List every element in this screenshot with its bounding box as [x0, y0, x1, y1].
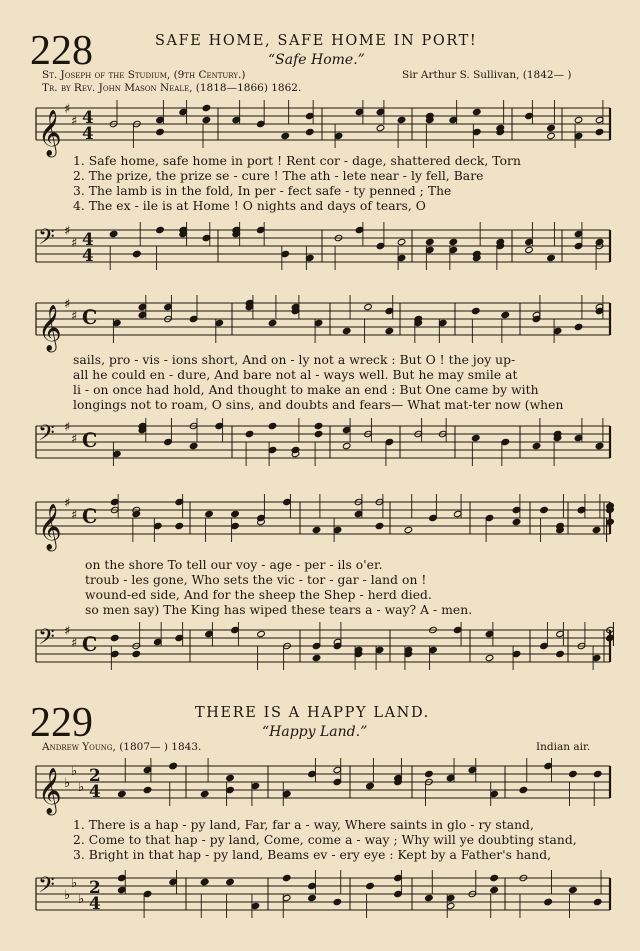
note-head — [397, 116, 406, 123]
lyric-line: longings not to roam, O sins, and doubts and fears— What mat-ter now (when — [73, 398, 564, 412]
time-signature: 2 — [89, 765, 101, 786]
bass-staff — [0, 414, 640, 480]
note-head — [226, 774, 235, 781]
lyric-line: 1. Safe home, safe home in port ! Rent cor - dage, shattered deck, Torn — [73, 154, 521, 168]
note-head — [547, 132, 556, 139]
note-head — [592, 526, 601, 533]
note-head — [202, 104, 211, 111]
note-head — [449, 238, 458, 245]
note-head — [519, 786, 528, 793]
note-head — [110, 634, 119, 641]
note-head — [314, 422, 323, 429]
treble-staff — [0, 490, 640, 558]
flat-icon: ♭ — [64, 776, 71, 791]
composer-credit: Sir Arthur S. Sullivan, (1842— ) — [402, 69, 572, 81]
hymn-title: THERE IS A HAPPY LAND. — [195, 705, 430, 721]
note-head — [268, 319, 277, 326]
note-head — [471, 434, 480, 441]
note-head — [312, 654, 321, 661]
lyric-line: sails, pro - vis - ions short, And on - ly not a wreck : But O ! the joy up- — [73, 353, 516, 367]
note-head — [547, 124, 556, 131]
note-head — [202, 116, 211, 123]
lyric-line: 3. The lamb is in the fold, In per - fect safe - ty penned ; The — [73, 184, 452, 198]
note-head — [333, 898, 342, 905]
note-head — [532, 442, 541, 449]
note-head — [595, 128, 604, 135]
sharp-icon: ♯ — [71, 236, 78, 251]
note-head — [574, 116, 583, 123]
treble-staff — [0, 100, 640, 160]
note-head — [189, 442, 198, 449]
note-head — [569, 770, 578, 777]
note-head — [342, 442, 351, 449]
note-head — [425, 770, 434, 777]
common-time-icon: C — [82, 428, 98, 452]
note-head — [471, 307, 480, 314]
note-head — [425, 238, 434, 245]
note-head — [485, 654, 494, 661]
bass-staff — [0, 866, 640, 932]
lyric-line: so men say) The King has wiped these tears a - way? A - men. — [85, 603, 473, 617]
note-head — [512, 518, 521, 525]
treble-staff — [0, 293, 640, 357]
tune-name: “Safe Home.” — [268, 52, 365, 68]
note-head — [281, 132, 290, 139]
note-head — [525, 246, 534, 253]
flat-icon: ♭ — [71, 876, 78, 891]
sharp-icon: ♯ — [64, 102, 71, 117]
time-signature: 4 — [89, 893, 101, 914]
note-head — [305, 128, 314, 135]
note-head — [205, 510, 214, 517]
sharp-icon: ♯ — [64, 624, 71, 639]
note-head — [143, 786, 152, 793]
note-head — [308, 894, 317, 901]
lyric-line: 3. Bright in that hap - py land, Beams ev - ery eye : Kept by a Father's hand, — [73, 848, 552, 862]
sharp-icon: ♯ — [64, 496, 71, 511]
note-head — [156, 226, 165, 233]
bass-clef-icon: 𝄢 — [38, 873, 55, 903]
note-head — [364, 303, 373, 310]
note-head — [490, 874, 499, 881]
treble-clef-icon: 𝄞 — [38, 110, 62, 156]
bass-staff — [0, 618, 640, 684]
hymn-number: 228 — [30, 28, 93, 74]
note-head — [231, 510, 240, 517]
flat-icon: ♭ — [71, 764, 78, 779]
author-credit: Andrew Young, (1807— ) 1843. — [42, 741, 202, 753]
note-head — [245, 430, 254, 437]
sharp-icon: ♯ — [64, 297, 71, 312]
translator-credit: Tr. by Rev. John Mason Neale, (1818—1866) 1862. — [42, 82, 302, 94]
time-signature: 4 — [82, 245, 94, 266]
sharp-icon: ♯ — [64, 420, 71, 435]
treble-clef-icon: 𝄞 — [38, 305, 62, 351]
note-head — [118, 790, 127, 797]
lyric-line: 2. The prize, the prize se - cure ! The ath - lete near - ly fell, Bare — [73, 169, 484, 183]
note-head — [175, 522, 184, 529]
note-head — [133, 250, 142, 257]
lyric-line: 4. The ex - ile is at Home ! O nights and days of tears, O — [73, 199, 426, 213]
note-head — [375, 522, 384, 529]
common-time-icon: C — [82, 632, 98, 656]
sharp-icon: ♯ — [64, 224, 71, 239]
note-head — [397, 238, 406, 245]
lyric-line: troub - les gone, Who sets the vic - tor - gar - land on ! — [85, 573, 427, 587]
note-head — [404, 526, 413, 533]
note-head — [226, 878, 235, 885]
note-head — [282, 874, 291, 881]
composer-credit: Indian air. — [536, 741, 591, 753]
bass-clef-icon: 𝄢 — [38, 625, 55, 655]
lyric-line: 1. There is a hap - py land, Far, far a - way, Where saints in glo - ry stand, — [73, 818, 534, 832]
time-signature: 4 — [82, 123, 94, 144]
time-signature: 4 — [89, 781, 101, 802]
note-head — [385, 327, 394, 334]
note-head — [593, 770, 602, 777]
hymn-number: 229 — [30, 700, 93, 746]
bass-clef-icon: 𝄢 — [38, 225, 55, 255]
note-head — [169, 762, 178, 769]
hymn-title: SAFE HOME, SAFE HOME IN PORT! — [155, 33, 478, 49]
treble-staff — [0, 756, 640, 818]
sharp-icon: ♯ — [71, 114, 78, 129]
treble-clef-icon: 𝄞 — [38, 768, 62, 814]
time-signature: 2 — [89, 877, 101, 898]
note-head — [490, 886, 499, 893]
treble-clef-icon: 𝄞 — [38, 504, 62, 550]
note-head — [312, 526, 321, 533]
lyric-line: on the shore To tell our voy - age - per - ils o'er. — [85, 558, 383, 572]
note-head — [200, 790, 209, 797]
bass-staff — [0, 220, 640, 280]
note-head — [268, 422, 277, 429]
note-head — [472, 108, 481, 115]
note-head — [314, 430, 323, 437]
note-head — [342, 327, 351, 334]
note-head — [569, 886, 578, 893]
note-head — [132, 650, 141, 657]
note-head — [540, 506, 549, 513]
bass-clef-icon: 𝄢 — [38, 421, 55, 451]
sharp-icon: ♯ — [71, 432, 78, 447]
time-signature: 4 — [82, 229, 94, 250]
sharp-icon: ♯ — [71, 636, 78, 651]
note-head — [156, 128, 165, 135]
note-head — [547, 254, 556, 261]
flat-icon: ♭ — [64, 888, 71, 903]
time-signature: 4 — [82, 107, 94, 128]
note-head — [556, 650, 565, 657]
lyric-line: li - on once had hold, And thought to make an end : But One came by with — [73, 383, 539, 397]
common-time-icon: C — [82, 504, 98, 528]
common-time-icon: C — [82, 305, 98, 329]
lyric-line: all he could en - dure, And bare not al - ways well. But he may smile at — [73, 368, 518, 382]
note-head — [574, 323, 583, 330]
note-head — [257, 630, 266, 637]
note-head — [425, 894, 434, 901]
note-head — [366, 782, 375, 789]
note-head — [544, 898, 553, 905]
flat-icon: ♭ — [78, 892, 85, 907]
lyric-line: 2. Come to that hap - py land, Come, come a - way ; Why will ye doubting stand, — [73, 833, 577, 847]
note-head — [376, 124, 385, 131]
note-head — [109, 230, 118, 237]
note-head — [501, 311, 510, 318]
sharp-icon: ♯ — [71, 309, 78, 324]
flat-icon: ♭ — [78, 780, 85, 795]
author-credit: St. Joseph of the Studium, (9th Century.) — [42, 69, 246, 81]
note-head — [200, 878, 209, 885]
note-head — [366, 882, 375, 889]
tune-name: “Happy Land.” — [262, 724, 368, 740]
sharp-icon: ♯ — [71, 508, 78, 523]
lyric-line: wound-ed side, And for the sheep the Shep - herd died. — [85, 588, 432, 602]
note-head — [593, 898, 602, 905]
